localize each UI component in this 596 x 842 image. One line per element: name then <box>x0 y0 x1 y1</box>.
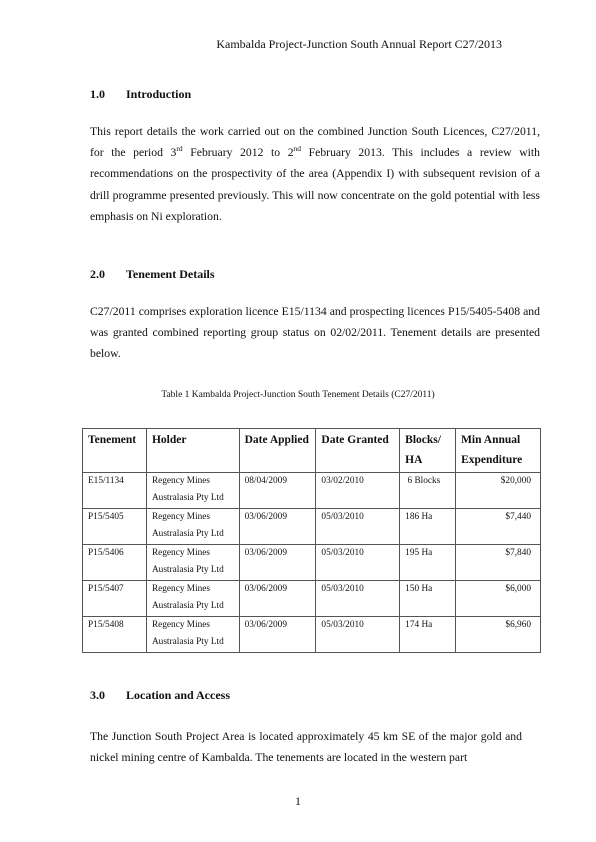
cell-date-granted: 05/03/2010 <box>316 545 400 581</box>
cell-date-applied: 03/06/2009 <box>239 617 316 653</box>
section-number: 3.0 <box>90 688 105 702</box>
holder-line2: Australasia Pty Ltd <box>151 601 224 611</box>
header-blocks-line1: Blocks/ <box>405 434 441 446</box>
cell-blocks: 150 Ha <box>400 581 456 617</box>
header-expenditure-line1: Min Annual <box>461 434 521 446</box>
header-expenditure-line2: Expenditure <box>461 454 523 466</box>
tenement-details-paragraph: C27/2011 comprises exploration licence E15/1134 and prospecting licences P15/5405-5408 and was granted combined reporting group status on 02/02/2011. Tenement details are presented below. <box>90 305 540 361</box>
section-heading-introduction <box>90 87 191 102</box>
cell-tenement: P15/5407 <box>83 581 147 617</box>
section-number: 2.0 <box>90 267 105 281</box>
cell-blocks: 195 Ha <box>400 545 456 581</box>
holder-line1: Regency Mines <box>151 620 211 630</box>
running-header: Kambalda Project-Junction South Annual Report C27/2013 <box>216 37 502 51</box>
holder-line2: Australasia Pty Ltd <box>151 529 224 539</box>
cell-expenditure: $6,000 <box>456 581 541 617</box>
section-title: Introduction <box>126 87 192 101</box>
page-number: 1 <box>295 794 301 808</box>
cell-date-granted: 05/03/2010 <box>316 509 400 545</box>
table-row <box>83 545 541 581</box>
section-title: Tenement Details <box>126 267 215 281</box>
section-number: 1.0 <box>90 87 105 101</box>
cell-date-granted: 03/02/2010 <box>316 473 400 509</box>
header-expenditure <box>456 429 541 473</box>
cell-tenement: P15/5405 <box>83 509 147 545</box>
header-holder: Holder <box>146 429 239 473</box>
cell-holder <box>146 545 239 581</box>
table-row <box>83 581 541 617</box>
table-header-row <box>83 429 541 473</box>
tenement-table <box>82 428 541 653</box>
section-heading-tenement-details <box>90 267 215 282</box>
cell-holder <box>146 509 239 545</box>
holder-line2: Australasia Pty Ltd <box>151 565 224 575</box>
intro-text-part3: February 2013. This includes a review with recommendations on the prospectivity of the area (Appendix I) with subsequent revision of a drill programme presented previously. This will now concentrate on the gold potential with less emphasis on Ni exploration. <box>90 146 540 223</box>
location-access-paragraph: The Junction South Project Area is located approximately 45 km SE of the major gold and nickel mining centre of Kambalda. The tenements are located in the western part <box>90 730 522 765</box>
intro-sup-nd: nd <box>293 144 302 154</box>
header-blocks <box>400 429 456 473</box>
cell-expenditure: $7,840 <box>456 545 541 581</box>
intro-text-part1: This report details the work carried out on the combined Junction South Licences, C27/2011, for the period 3 <box>90 125 540 160</box>
header-tenement: Tenement <box>83 429 147 473</box>
section-title: Location and Access <box>126 688 231 702</box>
cell-tenement: E15/1134 <box>83 473 147 509</box>
cell-blocks: 174 Ha <box>400 617 456 653</box>
cell-holder <box>146 581 239 617</box>
section-heading-location-access <box>90 688 230 703</box>
holder-line2: Australasia Pty Ltd <box>151 493 224 503</box>
cell-blocks: 186 Ha <box>400 509 456 545</box>
cell-date-granted: 05/03/2010 <box>316 581 400 617</box>
introduction-paragraph <box>90 121 540 227</box>
intro-text-part2: February 2012 to 2 <box>182 146 294 160</box>
holder-line1: Regency Mines <box>151 584 211 594</box>
table-row <box>83 509 541 545</box>
table-row <box>83 473 541 509</box>
holder-line2: Australasia Pty Ltd <box>151 637 224 647</box>
cell-date-applied: 08/04/2009 <box>239 473 316 509</box>
cell-date-granted: 05/03/2010 <box>316 617 400 653</box>
cell-date-applied: 03/06/2009 <box>239 509 316 545</box>
cell-holder <box>146 473 239 509</box>
holder-line1: Regency Mines <box>151 512 211 522</box>
cell-holder <box>146 617 239 653</box>
cell-blocks: 6 Blocks <box>400 473 456 509</box>
intro-sup-rd: rd <box>176 144 183 154</box>
cell-date-applied: 03/06/2009 <box>239 581 316 617</box>
cell-tenement: P15/5408 <box>83 617 147 653</box>
table-caption: Table 1 Kambalda Project-Junction South Tenement Details (C27/2011) <box>161 390 435 400</box>
cell-tenement: P15/5406 <box>83 545 147 581</box>
cell-expenditure: $20,000 <box>456 473 541 509</box>
cell-expenditure: $6,960 <box>456 617 541 653</box>
table-row <box>83 617 541 653</box>
cell-expenditure: $7,440 <box>456 509 541 545</box>
holder-line1: Regency Mines <box>151 548 211 558</box>
cell-date-applied: 03/06/2009 <box>239 545 316 581</box>
header-date-granted: Date Granted <box>316 429 400 473</box>
header-date-applied: Date Applied <box>239 429 316 473</box>
header-blocks-line2: HA <box>405 454 423 466</box>
holder-line1: Regency Mines <box>151 476 211 486</box>
